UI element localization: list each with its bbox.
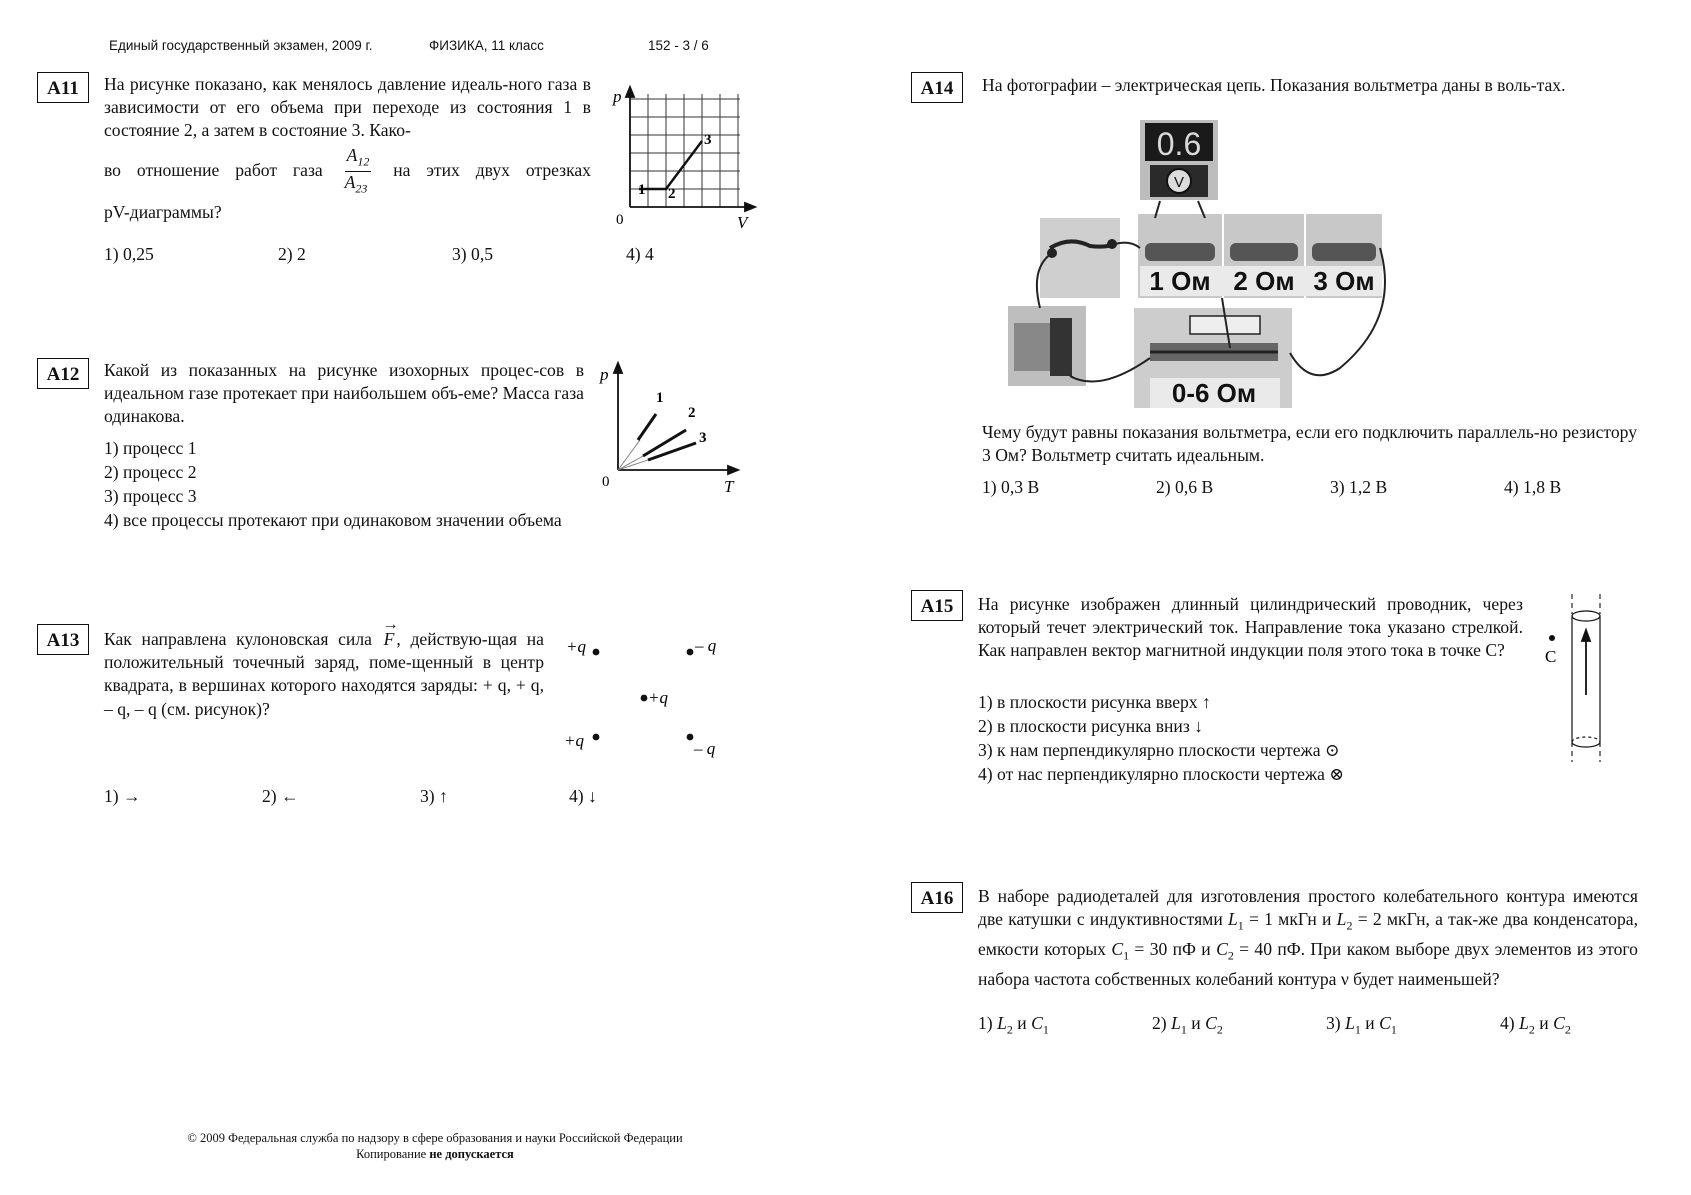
- a11-answer-1[interactable]: 1) 0,25: [104, 244, 154, 264]
- a11-answer-3[interactable]: 3) 0,5: [452, 244, 494, 264]
- footer: [150, 1130, 720, 1162]
- a15-options: [978, 690, 1344, 786]
- a13-charge-center: +q: [648, 688, 668, 707]
- a13-charge-bottom-right: – q: [694, 739, 716, 758]
- a12-axis-p: p: [600, 365, 609, 384]
- a15-option-3[interactable]: 3) к нам перпендикулярно плоскости чертежа ⊙: [978, 740, 1340, 760]
- a16-answer-1[interactable]: 1) $L_2$ и $C_1$: [978, 1013, 1049, 1037]
- a12-option-2[interactable]: 2) процесс 2: [104, 462, 197, 482]
- a14-answer-3[interactable]: 3) 1,2 В: [1330, 477, 1388, 497]
- a13-charges-diagram: [560, 630, 740, 765]
- a14-answer-1[interactable]: 1) 0,3 В: [982, 477, 1040, 497]
- a16-answer-4[interactable]: 4) $L_2$ и $C_2$: [1500, 1013, 1571, 1037]
- a12-line-label-1: 1: [656, 390, 664, 406]
- a11-axis-v: V: [737, 213, 748, 232]
- a13-text-a: Как направлена кулоновская сила: [104, 629, 372, 649]
- a15-option-4[interactable]: 4) от нас перпендикулярно плоскости чертежа ⊗: [978, 764, 1345, 784]
- question-label-a13: А13: [37, 624, 89, 655]
- a15-option-2[interactable]: 2) в плоскости рисунка вниз ↓: [978, 716, 1203, 736]
- a13-charge-bottom-left: +q: [564, 731, 584, 750]
- header-page: 152 - 3 / 6: [648, 38, 709, 53]
- a14-answer-4[interactable]: 4) 1,8 В: [1504, 477, 1562, 497]
- a14-resistor-2-label: 2 Ом: [1233, 266, 1295, 296]
- a14-circuit-photo: [990, 118, 1390, 414]
- a11-point3: 3: [704, 132, 712, 148]
- footer-copying: [150, 1146, 720, 1162]
- a11-answer-2[interactable]: 2) 2: [278, 244, 306, 264]
- a11-frac-den: $A_{23}$: [344, 172, 368, 196]
- a15-text: На рисунке изображен длинный цилиндрический проводник, через который течет электрический ток. Направление тока указано стрелкой. Как направлен вектор магнитной индукции поля этого тока в точке С?: [978, 594, 1523, 661]
- a11-text: [104, 73, 591, 224]
- a13-force-letter: F: [383, 629, 395, 649]
- a12-options: [104, 436, 562, 532]
- a11-point1: 1: [638, 182, 646, 198]
- a12-text: Какой из показанных на рисунке изохорных процес-сов в идеальном газе протекает при наибольшем объ-еме? Масса газа одинакова.: [104, 360, 584, 427]
- a16-answer-3[interactable]: 3) $L_1$ и $C_1$: [1326, 1013, 1397, 1037]
- a13-charge-top-right: – q: [695, 636, 717, 655]
- a11-origin: 0: [616, 212, 624, 228]
- a11-text-2a: во отношение работ газа: [104, 159, 323, 180]
- a14-text-2: Чему будут равны показания вольтметра, если его подключить параллель-но резистору 3 Ом? Вольтметр считать идеальным.: [982, 422, 1637, 466]
- a14-voltmeter-display: 0.6: [1156, 126, 1202, 162]
- question-label-a15: А15: [911, 590, 963, 621]
- question-label-a14: А14: [911, 72, 963, 103]
- a12-option-3[interactable]: 3) процесс 3: [104, 486, 197, 506]
- a13-charge-top-left: +q: [566, 637, 586, 656]
- a12-line-label-2: 2: [688, 405, 696, 421]
- a11-text-line2: [104, 145, 591, 199]
- a11-fraction: [345, 145, 372, 199]
- a11-axis-p: p: [613, 87, 622, 106]
- a16-text: В наборе радиодеталей для изготовления простого колебательного контура имеются две катушки с индуктивностями $L_1 = 1$ мкГн и $L_2 = 2$ мкГн, а так-же два конденсатора, емкости которых $C_1 = 30$ пФ и $C_2 = 40$ пФ. При каком выборе двух элементов из этого набора частота собственных колебаний контура ν будет наименьшей?: [978, 886, 1638, 989]
- a11-text-2b: на этих двух отрезках: [393, 159, 591, 180]
- a16-answer-2[interactable]: 2) $L_1$ и $C_2$: [1152, 1013, 1223, 1037]
- a12-origin: 0: [602, 474, 610, 490]
- a13-answer-1[interactable]: 1) →: [104, 786, 141, 806]
- a12-option-1[interactable]: 1) процесс 1: [104, 438, 197, 458]
- a15-point-c: C: [1545, 647, 1557, 666]
- a13-text: [104, 616, 544, 721]
- question-label-a16: А16: [911, 882, 963, 913]
- a11-text-line3: pV-диаграммы?: [104, 201, 222, 222]
- footer-copyright: © 2009 Федеральная служба по надзору в сфере образования и науки Российской Федерации: [187, 1131, 683, 1145]
- a13-answer-2[interactable]: 2) ←: [262, 786, 299, 806]
- a14-voltmeter-symbol: V: [1173, 174, 1185, 191]
- a11-point2: 2: [668, 186, 676, 202]
- header-exam: Единый государственный экзамен, 2009 г.: [109, 38, 373, 53]
- a15-conductor-diagram: [1530, 590, 1610, 765]
- a13-answer-4[interactable]: 4) ↓: [569, 786, 597, 806]
- a11-frac-num: $A_{12}$: [345, 145, 372, 173]
- a11-pv-graph: [600, 84, 760, 234]
- question-label-a12: А12: [37, 358, 89, 389]
- a14-text-1: На фотографии – электрическая цепь. Показания вольтметра даны в воль-тах.: [982, 75, 1566, 95]
- a13-force-vector: → F: [382, 616, 399, 649]
- footer-copying-label: Копирование: [356, 1147, 430, 1161]
- a14-answer-2[interactable]: 2) 0,6 В: [1156, 477, 1214, 497]
- a14-resistor-3-label: 3 Ом: [1313, 266, 1375, 296]
- a15-option-1[interactable]: 1) в плоскости рисунка вверх ↑: [978, 692, 1211, 712]
- header-subject: ФИЗИКА, 11 класс: [429, 38, 544, 53]
- a11-text-line1: На рисунке показано, как менялось давление идеаль-ного газа в зависимости от его объема при переходе из состояния 1 в состояние 2, а затем в состояние 3. Како-: [104, 74, 591, 141]
- a12-line-label-3: 3: [699, 430, 707, 446]
- a11-answer-4[interactable]: 4) 4: [626, 244, 654, 264]
- a12-pt-graph: [596, 360, 746, 495]
- footer-not-allowed: не допускается: [429, 1147, 514, 1161]
- a12-option-4[interactable]: 4) все процессы протекают при одинаковом значении объема: [104, 510, 562, 530]
- question-label-a11: А11: [37, 72, 89, 103]
- a14-resistor-1-label: 1 Ом: [1149, 266, 1211, 296]
- a12-axis-t: T: [724, 477, 734, 495]
- a13-answer-3[interactable]: 3) ↑: [420, 786, 448, 806]
- a13-text-b: , действую-щая на положительный точечный заряд, поме-щенный в центр квадрата, в вершинах которого находятся заряды: + q, + q, – q, – q (см. рисунок)?: [104, 629, 544, 719]
- a14-rheostat-label: 0-6 Ом: [1171, 378, 1257, 408]
